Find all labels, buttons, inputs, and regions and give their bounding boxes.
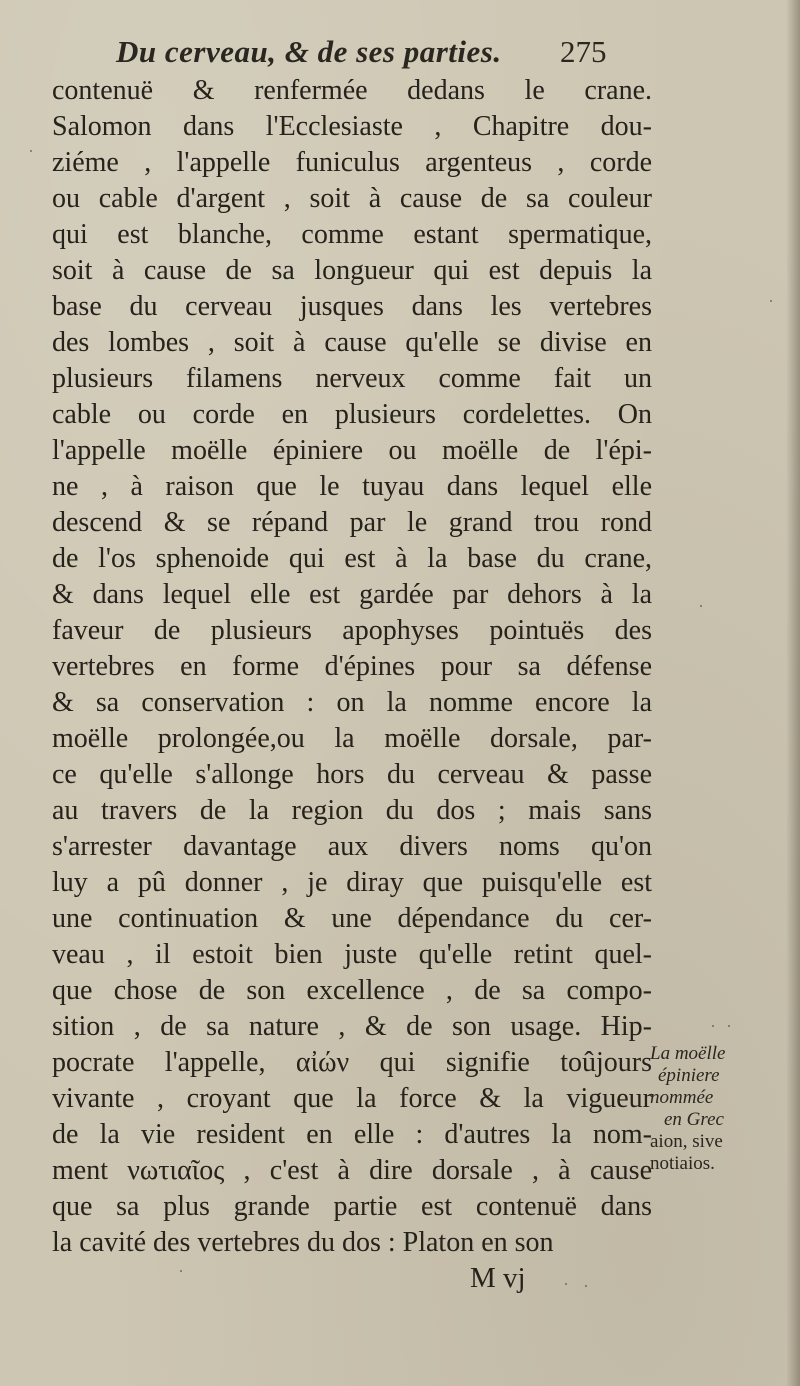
text-line: de l'os sphenoide qui est à la base du crane, <box>52 543 652 574</box>
margin-note-line: en Grec <box>664 1109 724 1130</box>
text-line: plusieurs filamens nerveux comme fait un <box>52 363 652 394</box>
text-line: des lombes , soit à cause qu'elle se divise en <box>52 327 652 358</box>
text-line: la cavité des vertebres du dos : Platon en son <box>52 1227 554 1258</box>
text-line: ziéme , l'appelle funiculus argenteus , corde <box>52 147 652 178</box>
text-line: qui est blanche, comme estant spermatique, <box>52 219 652 250</box>
paper-speck <box>30 150 32 152</box>
text-line: & dans lequel elle est gardée par dehors à la <box>52 579 652 610</box>
text-line: que sa plus grande partie est contenuë dans <box>52 1191 652 1222</box>
margin-note-line: épiniere <box>658 1065 720 1086</box>
text-line: soit à cause de sa longueur qui est depuis la <box>52 255 652 286</box>
text-line: vertebres en forme d'épines pour sa défense <box>52 651 652 682</box>
margin-note-line: La moëlle <box>650 1043 726 1064</box>
margin-note-line: notiaios. <box>650 1153 715 1174</box>
margin-note-line: aion, sive <box>650 1131 723 1152</box>
paper-speck <box>180 1270 182 1272</box>
body-text <box>52 73 652 1261</box>
page-number: 275 <box>560 34 607 69</box>
paper-speck <box>565 1283 567 1285</box>
margin-note-line: nommée <box>650 1087 714 1108</box>
text-line: s'arrester davantage aux divers noms qu'on <box>52 831 652 862</box>
text-line: de la vie resident en elle : d'autres la nom- <box>52 1119 652 1150</box>
text-line: Salomon dans l'Ecclesiaste , Chapitre dou- <box>52 111 652 142</box>
text-line: ne , à raison que le tuyau dans lequel elle <box>52 471 652 502</box>
text-line: contenuë & renfermée dedans le crane. <box>52 75 652 106</box>
signature-mark: M vj <box>470 1262 526 1294</box>
text-line: veau , il estoit bien juste qu'elle retint quel- <box>52 939 652 970</box>
running-header-title: Du cerveau, & de ses parties. <box>116 34 502 69</box>
margin-note <box>650 1043 760 1175</box>
text-line: pocrate l'appelle, αἰών qui signifie toûjours <box>52 1047 652 1078</box>
text-line: ou cable d'argent , soit à cause de sa couleur <box>52 183 652 214</box>
text-line: base du cerveau jusques dans les vertebres <box>52 291 652 322</box>
paper-speck <box>585 1285 587 1287</box>
text-line: luy a pû donner , je diray que puisqu'elle est <box>52 867 652 898</box>
text-line: au travers de la region du dos ; mais sans <box>52 795 652 826</box>
paper-speck <box>712 1025 714 1027</box>
text-line: cable ou corde en plusieurs cordelettes. On <box>52 399 652 430</box>
text-line: moëlle prolongée,ou la moëlle dorsale, par- <box>52 723 652 754</box>
text-line: une continuation & une dépendance du cer- <box>52 903 652 934</box>
text-line: descend & se répand par le grand trou rond <box>52 507 652 538</box>
text-line: ment νωτιαῖος , c'est à dire dorsale , à cause <box>52 1155 652 1186</box>
text-line: l'appelle moëlle épiniere ou moëlle de l'épi- <box>52 435 652 466</box>
paper-speck <box>700 605 702 607</box>
text-line: ce qu'elle s'allonge hors du cerveau & passe <box>52 759 652 790</box>
text-line: & sa conservation : on la nomme encore la <box>52 687 652 718</box>
text-line: sition , de sa nature , & de son usage. Hip- <box>52 1011 652 1042</box>
paper-speck <box>728 1025 730 1027</box>
page-edge-shadow <box>786 0 800 1386</box>
text-line: faveur de plusieurs apophyses pointuës des <box>52 615 652 646</box>
text-line: que chose de son excellence , de sa compo- <box>52 975 652 1006</box>
paper-speck <box>770 300 772 302</box>
text-line: vivante , croyant que la force & la vigueur <box>52 1083 652 1114</box>
